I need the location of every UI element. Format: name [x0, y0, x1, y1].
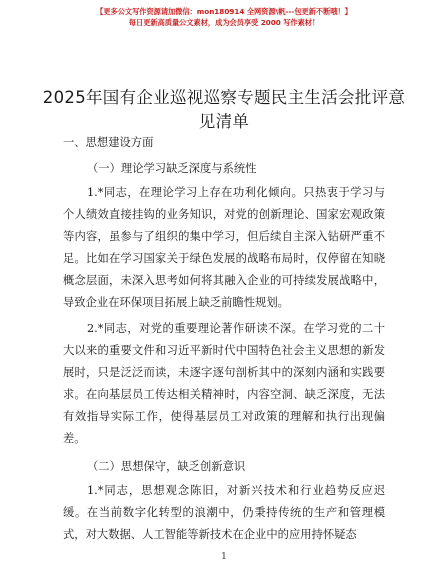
paragraph: 2.*同志，对党的重要理论著作研读不深。在学习党的二十大以来的重要文件和习近平新时代中国特色社会主义思想的新发展时，只是泛泛而读，未逐字逐句剖析其中的深刻内涵和实践要求。在向基层员工传达相关精神时，内容空洞、缺乏深度，无法有效指导实际工作，使得基层员工对政策的理解和执行出现偏差。 [63, 322, 385, 445]
promo-banner-line-1: 【更多公文写作资源请加微信：mon180914 全网资源\帆---包更新不断哦！】 [96, 7, 352, 16]
page-number: 1 [221, 552, 227, 562]
subsection-heading: （一）理论学习缺乏深度与系统性 [87, 162, 257, 175]
paragraph: 1.*同志，在理论学习上存在功利化倾向。只热衷于学习与个人绩效直接挂钩的业务知识，对党的创新理论、国家宏观政策等内容，虽参与了组织的集中学习，但后续自主深入钻研严重不足。比如在学习国家关于绿色发展的战略布局时，仅停留在知晓概念层面，未深入思考如何将其融入企业的可持续发展战略中，导致企业在环保项目拓展上缺乏前瞻性规划。 [63, 186, 385, 309]
paragraph: 1.*同志，思想观念陈旧，对新兴技术和行业趋势反应迟缓。在当前数字化转型的浪潮中，仍秉持传统的生产和管理模式，对大数据、人工智能等新技术在企业中的应用持怀疑态 [63, 484, 385, 541]
promo-banner [0, 6, 448, 28]
promo-banner-line-2: 每日更新高质量公文素材，成为会员享受 2000 写作素材！ [128, 18, 320, 27]
document-body [63, 132, 385, 546]
document-title: 2025年国有企业巡视巡察专题民主生活会批评意见清单 [42, 88, 406, 131]
section-heading: 一、思想建设方面 [63, 136, 154, 149]
subsection-heading: （二）思想保守，缺乏创新意识 [87, 460, 246, 473]
